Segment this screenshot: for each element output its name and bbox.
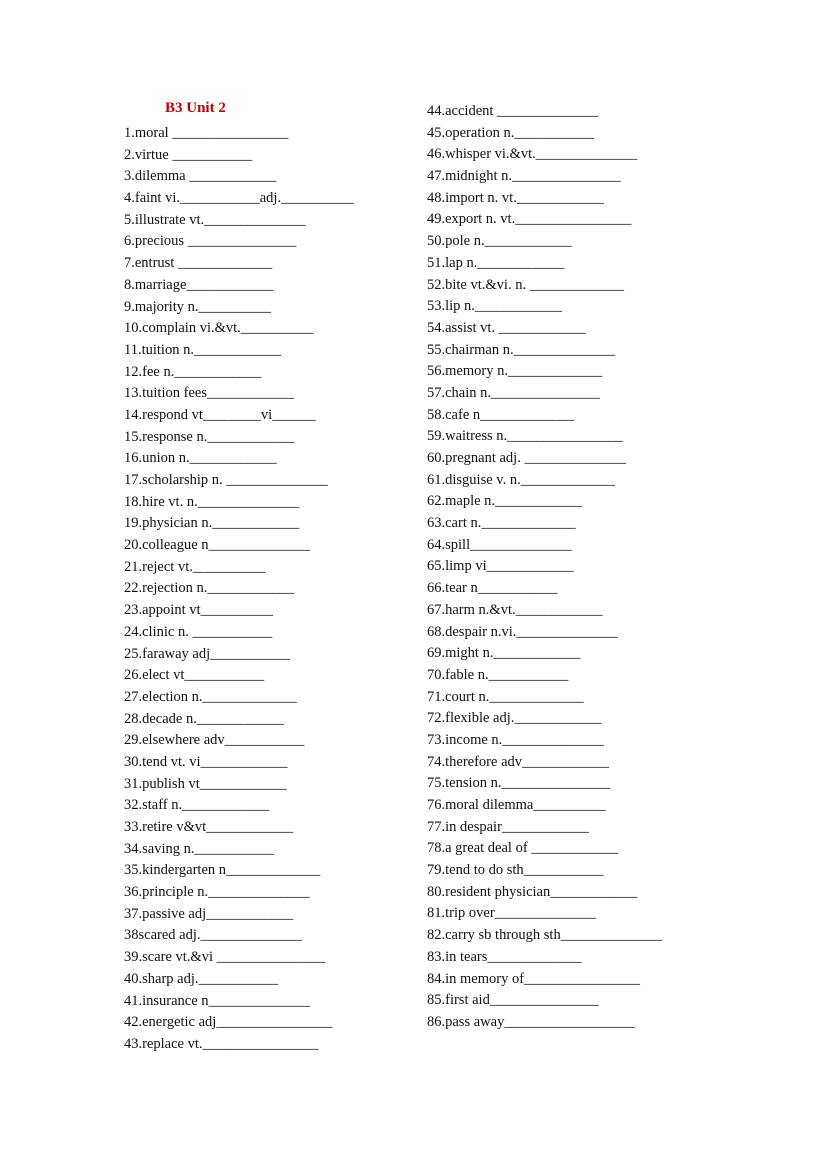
vocab-item: 47.midnight n._______________ [427, 168, 621, 185]
vocab-item: 44.accident ______________ [427, 103, 599, 119]
vocab-item: 5.illustrate vt.______________ [124, 211, 306, 228]
vocab-item: 35.kindergarten n_____________ [124, 862, 321, 879]
vocab-item: 85.first aid_______________ [427, 992, 599, 1009]
vocab-item: 86.pass away__________________ [427, 1013, 635, 1030]
vocab-item: 7.entrust _____________ [124, 255, 273, 272]
vocab-item: 18.hire vt. n.______________ [124, 493, 300, 510]
vocab-item: 6.precious _______________ [124, 233, 297, 250]
vocab-item: 28.decade n.____________ [124, 710, 284, 727]
vocab-item: 81.trip over______________ [427, 905, 597, 922]
vocab-item: 20.colleague n______________ [124, 537, 311, 554]
vocab-item: 71.court n._____________ [427, 688, 584, 705]
vocab-item: 61.disguise v. n._____________ [427, 471, 615, 488]
vocab-item: 56.memory n._____________ [427, 363, 603, 380]
vocab-item: 73.income n.______________ [427, 731, 604, 748]
vocab-item: 63.cart n._____________ [427, 515, 576, 532]
vocab-item: 78.a great deal of ____________ [427, 840, 619, 857]
vocab-item: 50.pole n.____________ [427, 233, 572, 250]
vocab-item: 80.resident physician____________ [427, 883, 638, 900]
vocab-item: 54.assist vt. ____________ [427, 319, 586, 336]
vocab-item: 22.rejection n.____________ [124, 580, 295, 597]
vocab-item: 24.clinic n. ___________ [124, 623, 273, 640]
vocab-item: 67.harm n.&vt.____________ [427, 601, 603, 618]
vocab-item: 49.export n. vt.________________ [427, 211, 632, 228]
vocab-item: 70.fable n.___________ [427, 666, 569, 683]
vocab-item: 39.scare vt.&vi _______________ [124, 949, 326, 966]
vocab-item: 64.spill______________ [427, 536, 572, 553]
vocab-item: 60.pregnant adj. ______________ [427, 450, 626, 466]
vocab-item: 17.scholarship n. ______________ [124, 472, 328, 488]
vocab-item: 4.faint vi.___________adj.__________ [124, 190, 354, 207]
vocab-item: 1.moral ________________ [124, 125, 289, 141]
vocab-item: 10.complain vi.&vt.__________ [124, 320, 314, 337]
vocab-item: 53.lip n.____________ [427, 298, 562, 315]
vocab-item: 83.in tears_____________ [427, 948, 582, 965]
vocab-item: 76.moral dilemma__________ [427, 797, 606, 813]
vocab-item: 40.sharp adj.___________ [124, 970, 279, 987]
vocab-item: 51.lap n.____________ [427, 254, 565, 271]
vocab-item: 38scared adj.______________ [124, 927, 302, 944]
vocab-item: 14.respond vt________vi______ [124, 406, 316, 423]
vocab-item: 69.might n.____________ [427, 645, 581, 662]
vocab-item: 32.staff n.____________ [124, 797, 270, 814]
vocab-item: 9.majority n.__________ [124, 298, 272, 315]
vocab-item: 65.limp vi____________ [427, 558, 574, 575]
vocab-item: 62.maple n.____________ [427, 493, 583, 510]
vocab-item: 68.despair n.vi.______________ [427, 623, 618, 640]
vocab-item: 15.response n.____________ [124, 428, 295, 445]
vocab-item: 55.chairman n.______________ [427, 341, 616, 358]
vocab-item: 46.whisper vi.&vt.______________ [427, 146, 638, 163]
vocab-item: 12.fee n.____________ [124, 363, 262, 380]
vocab-item: 2.virtue ___________ [124, 146, 253, 163]
vocab-item: 34.saving n.___________ [124, 840, 275, 857]
vocab-item: 26.elect vt___________ [124, 667, 265, 684]
vocab-item: 3.dilemma ____________ [124, 168, 277, 185]
vocab-item: 74.therefore adv____________ [427, 753, 610, 770]
vocab-item: 82.carry sb through sth______________ [427, 927, 663, 944]
vocab-item: 59.waitress n.________________ [427, 428, 624, 445]
vocab-item: 36.principle n.______________ [124, 884, 310, 901]
vocab-item: 42.energetic adj________________ [124, 1014, 333, 1031]
vocab-item: 25.faraway adj___________ [124, 645, 290, 662]
vocab-item: 29.elsewhere adv___________ [124, 732, 305, 749]
vocab-item: 13.tuition fees____________ [124, 385, 294, 402]
vocab-item: 31.publish vt____________ [124, 775, 287, 792]
vocab-item: 57.chain n._______________ [427, 384, 600, 401]
vocab-item: 75.tension n._______________ [427, 775, 611, 792]
vocab-item: 48.import n. vt.____________ [427, 189, 604, 206]
right-vocabulary-column [427, 101, 662, 1034]
vocab-item: 30.tend vt. vi____________ [124, 753, 288, 770]
vocab-item: 58.cafe n_____________ [427, 406, 575, 423]
vocab-item: 77.in despair____________ [427, 818, 589, 835]
vocab-item: 8.marriage____________ [124, 276, 274, 293]
vocab-item: 23.appoint vt__________ [124, 602, 274, 619]
vocab-item: 11.tuition n.____________ [124, 341, 281, 358]
vocab-item: 37.passive adj____________ [124, 905, 294, 922]
vocab-item: 41.insurance n______________ [124, 992, 311, 1009]
vocab-item: 72.flexible adj.____________ [427, 710, 602, 727]
vocab-item: 16.union n.____________ [124, 450, 277, 467]
left-vocabulary-column [124, 123, 354, 1056]
vocab-item: 27.election n._____________ [124, 688, 297, 705]
page-title: B3 Unit 2 [165, 100, 226, 116]
vocab-item: 66.tear n___________ [427, 580, 558, 597]
vocab-item: 52.bite vt.&vi. n. _____________ [427, 276, 624, 293]
vocab-item: 33.retire v&vt____________ [124, 819, 294, 835]
vocab-item: 43.replace vt.________________ [124, 1035, 319, 1052]
vocab-item: 84.in memory of________________ [427, 970, 641, 987]
vocab-item: 19.physician n.____________ [124, 515, 300, 532]
vocab-item: 21.reject vt.__________ [124, 558, 266, 575]
vocab-item: 79.tend to do sth___________ [427, 862, 604, 879]
vocab-item: 45.operation n.___________ [427, 124, 595, 141]
